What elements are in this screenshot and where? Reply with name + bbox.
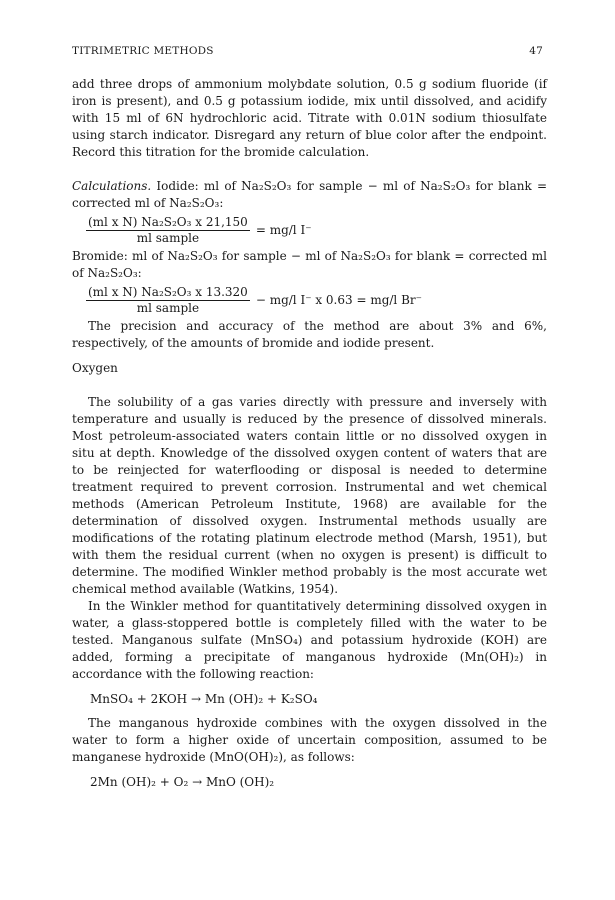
bromide-formula — [86, 284, 547, 316]
iodide-text: Iodide: ml of Na₂S₂O₃ for sample − ml of Na₂S₂O₃ for blank = corrected ml of Na₂S₂O₃: — [72, 179, 547, 210]
calculations-iodide-paragraph — [72, 178, 547, 212]
iodide-formula-numerator: (ml x N) Na₂S₂O₃ x 21,150 — [88, 215, 248, 229]
bromide-formula-result: − mg/l I⁻ x 0.63 = mg/l Br⁻ — [255, 292, 422, 307]
page-body — [72, 76, 547, 792]
iodide-formula-result: = mg/l I⁻ — [255, 222, 312, 237]
reaction-equation-2: 2Mn (OH)₂ + O₂ → MnO (OH)₂ — [90, 775, 275, 789]
oxygen-paragraph-2: In the Winkler method for quantitatively determining dissolved oxygen in water, a glass-stoppered bottle is completely filled with the water to be tested. Manganous sulfate (MnSO₄) and potassium hydroxide (KOH) are added, forming a precipitate of manganous hydroxide (Mn(OH)₂) in accordance with the following reaction: — [72, 599, 547, 681]
bromide-formula-denominator: ml sample — [136, 301, 200, 315]
precision-paragraph: The precision and accuracy of the method are about 3% and 6%, respectively, of the amounts of bromide and iodide present. — [72, 319, 547, 350]
oxygen-paragraph-1: The solubility of a gas varies directly with pressure and inversely with temperature and usually is reduced by the presence of dissolved minerals. Most petroleum-associated waters contain little or no dissolved oxygen in situ at depth. Knowledge of the dissolved oxygen content of waters that are to be reinjected for waterflooding or disposal is needed to determine treatment required to prevent corrosion. Instrumental and wet chemical methods (American Petroleum Institute, 1968) are available for the determination of dissolved oxygen. Instrumental methods usually are modifications of the rotating platinum electrode method (Marsh, 1951), but with them the residual current (when no oxygen is present) is difficult to determine. The modified Winkler method probably is the most accurate wet chemical method available (Watkins, 1954). — [72, 395, 547, 596]
running-title: TITRIMETRIC METHODS — [72, 45, 214, 57]
procedure-paragraph: add three drops of ammonium molybdate solution, 0.5 g sodium fluoride (if iron is present), and 0.5 g potassium iodide, mix until dissolved, and acidify with 15 ml of 6N hydrochloric acid. Titrate with 0.01N sodium thiosulfate using starch indicator. Disregard any return of blue color after the endpoint. Record this titration for the bromide calculation. — [72, 77, 547, 159]
oxygen-paragraph-3: The manganous hydroxide combines with the oxygen dissolved in the water to form a higher oxide of uncertain composition, assumed to be manganese hydroxide (MnO(OH)₂), as follows: — [72, 716, 547, 764]
page-number: 47 — [529, 45, 543, 57]
calculations-label: Calculations. — [72, 179, 152, 193]
page-header — [72, 45, 543, 61]
bromide-formula-numerator: (ml x N) Na₂S₂O₃ x 13.320 — [88, 285, 248, 299]
iodide-formula — [86, 214, 547, 246]
reaction-equation-1: MnSO₄ + 2KOH → Mn (OH)₂ + K₂SO₄ — [90, 692, 318, 706]
oxygen-heading: Oxygen — [72, 361, 118, 375]
bromide-paragraph: Bromide: ml of Na₂S₂O₃ for sample − ml of Na₂S₂O₃ for blank = corrected ml of Na₂S₂O₃: — [72, 249, 547, 280]
iodide-formula-denominator: ml sample — [136, 231, 200, 245]
